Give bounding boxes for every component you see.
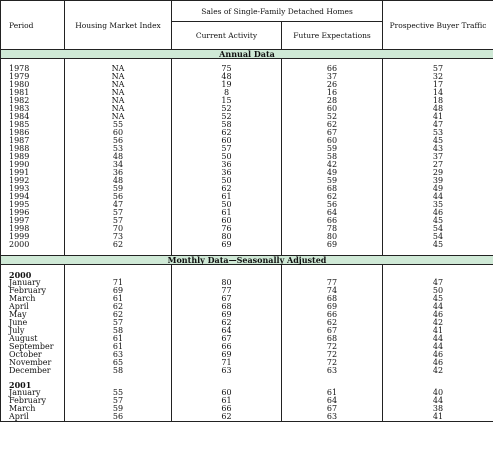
buyer-traffic-cell: 41 (383, 113, 493, 121)
table-row (1, 161, 493, 169)
table-header (1, 1, 493, 50)
header-period: Period (1, 1, 65, 50)
housing-market-index-cell: NA (65, 73, 172, 81)
period-cell: July (1, 327, 65, 335)
future-expectations-cell: 68 (282, 185, 383, 193)
buyer-traffic-cell: 44 (383, 335, 493, 343)
housing-market-index-cell: NA (65, 113, 172, 121)
future-expectations-cell: 69 (282, 303, 383, 311)
current-activity-cell: 52 (172, 113, 282, 121)
housing-market-index-cell: 57 (65, 217, 172, 225)
housing-market-index-cell: 57 (65, 319, 172, 327)
housing-market-index-cell: NA (65, 89, 172, 97)
housing-market-index-cell: 61 (65, 343, 172, 351)
table-row (1, 169, 493, 177)
future-expectations-cell: 72 (282, 351, 383, 359)
period-cell: 1983 (1, 105, 65, 113)
period-cell: May (1, 311, 65, 319)
future-expectations-cell: 63 (282, 413, 383, 422)
period-cell: 1980 (1, 81, 65, 89)
table-row (1, 121, 493, 129)
future-expectations-cell: 37 (282, 73, 383, 81)
table-row (1, 389, 493, 397)
current-activity-cell: 61 (172, 397, 282, 405)
table-body (1, 50, 493, 422)
year-heading: 2001 (1, 381, 65, 389)
housing-market-index-cell: 58 (65, 367, 172, 375)
table-row (1, 359, 493, 367)
buyer-traffic-cell: 45 (383, 217, 493, 225)
current-activity-cell: 60 (172, 217, 282, 225)
future-expectations-cell: 66 (282, 65, 383, 73)
current-activity-cell: 64 (172, 327, 282, 335)
period-cell: December (1, 367, 65, 375)
future-expectations-cell: 77 (282, 279, 383, 287)
housing-market-index-cell: 34 (65, 161, 172, 169)
buyer-traffic-cell: 44 (383, 193, 493, 201)
period-cell: 1999 (1, 233, 65, 241)
housing-market-index-cell: NA (65, 65, 172, 73)
housing-market-index-cell: NA (65, 105, 172, 113)
future-expectations-cell: 66 (282, 311, 383, 319)
future-expectations-cell: 66 (282, 217, 383, 225)
current-activity-cell: 77 (172, 287, 282, 295)
period-cell: October (1, 351, 65, 359)
current-activity-cell: 36 (172, 161, 282, 169)
current-activity-cell: 57 (172, 145, 282, 153)
current-activity-cell: 80 (172, 279, 282, 287)
current-activity-cell: 62 (172, 413, 282, 422)
period-cell: 1981 (1, 89, 65, 97)
current-activity-cell: 60 (172, 137, 282, 145)
period-cell: 2000 (1, 241, 65, 249)
period-cell: March (1, 405, 65, 413)
housing-market-index-cell: 57 (65, 397, 172, 405)
table-row (1, 367, 493, 375)
table-row (1, 319, 493, 327)
table-row (1, 129, 493, 137)
table-row (1, 185, 493, 193)
future-expectations-cell: 72 (282, 359, 383, 367)
current-activity-cell: 69 (172, 311, 282, 319)
table-row (1, 335, 493, 343)
period-cell: 1984 (1, 113, 65, 121)
period-cell: April (1, 413, 65, 422)
housing-market-index-cell: 57 (65, 209, 172, 217)
period-cell: January (1, 279, 65, 287)
housing-market-index-cell: 70 (65, 225, 172, 233)
current-activity-cell: 61 (172, 193, 282, 201)
table-row (1, 241, 493, 249)
period-cell: 1994 (1, 193, 65, 201)
period-cell: 1978 (1, 65, 65, 73)
period-cell: August (1, 335, 65, 343)
period-cell: April (1, 303, 65, 311)
current-activity-cell: 67 (172, 335, 282, 343)
table-row (1, 303, 493, 311)
housing-market-index-cell: 59 (65, 185, 172, 193)
annual-data-band (1, 50, 493, 59)
future-expectations-cell: 26 (282, 81, 383, 89)
current-activity-cell: 68 (172, 303, 282, 311)
period-cell: June (1, 319, 65, 327)
period-cell: 1996 (1, 209, 65, 217)
table-row (1, 89, 493, 97)
buyer-traffic-cell: 46 (383, 311, 493, 319)
housing-market-index-cell: 55 (65, 121, 172, 129)
current-activity-cell: 71 (172, 359, 282, 367)
buyer-traffic-cell: 41 (383, 327, 493, 335)
table-row (1, 343, 493, 351)
table-row (1, 233, 493, 241)
header-sales-group: Sales of Single-Family Detached Homes (172, 1, 383, 22)
housing-market-index-cell: 62 (65, 303, 172, 311)
year-heading: 2000 (1, 271, 65, 279)
buyer-traffic-cell: 44 (383, 343, 493, 351)
table-row (1, 81, 493, 89)
buyer-traffic-cell: 49 (383, 185, 493, 193)
period-cell: 1985 (1, 121, 65, 129)
buyer-traffic-cell: 17 (383, 81, 493, 89)
current-activity-cell: 69 (172, 351, 282, 359)
buyer-traffic-cell: 40 (383, 389, 493, 397)
table-row (1, 351, 493, 359)
table-row (1, 217, 493, 225)
table-row (1, 279, 493, 287)
buyer-traffic-cell: 41 (383, 413, 493, 422)
period-cell: 1988 (1, 145, 65, 153)
period-cell: 1986 (1, 129, 65, 137)
year-heading-row (1, 271, 493, 279)
housing-market-index-cell: 61 (65, 335, 172, 343)
housing-market-index-cell: NA (65, 81, 172, 89)
housing-market-index-cell: 48 (65, 153, 172, 161)
housing-market-index-cell: 65 (65, 359, 172, 367)
current-activity-cell: 48 (172, 73, 282, 81)
period-cell: 1989 (1, 153, 65, 161)
table-row (1, 105, 493, 113)
future-expectations-cell: 68 (282, 335, 383, 343)
buyer-traffic-cell: 18 (383, 97, 493, 105)
housing-market-index-cell: 63 (65, 351, 172, 359)
buyer-traffic-cell: 57 (383, 65, 493, 73)
table-row (1, 113, 493, 121)
current-activity-cell: 66 (172, 343, 282, 351)
future-expectations-cell: 52 (282, 113, 383, 121)
header-prospective-buyer-traffic: Prospective Buyer Traffic (383, 1, 493, 50)
current-activity-cell: 36 (172, 169, 282, 177)
future-expectations-cell: 67 (282, 129, 383, 137)
current-activity-cell: 50 (172, 177, 282, 185)
table-row (1, 145, 493, 153)
monthly-data-band (1, 256, 493, 265)
period-cell: 1993 (1, 185, 65, 193)
housing-market-index-cell: 69 (65, 287, 172, 295)
current-activity-cell: 62 (172, 129, 282, 137)
buyer-traffic-cell: 47 (383, 121, 493, 129)
future-expectations-cell: 61 (282, 389, 383, 397)
table-row (1, 413, 493, 422)
housing-market-index-cell: 56 (65, 413, 172, 422)
period-cell: 1998 (1, 225, 65, 233)
buyer-traffic-cell: 14 (383, 89, 493, 97)
housing-market-index-cell: 58 (65, 327, 172, 335)
current-activity-cell: 66 (172, 405, 282, 413)
buyer-traffic-cell: 47 (383, 279, 493, 287)
table-row (1, 225, 493, 233)
table-row (1, 153, 493, 161)
period-cell: September (1, 343, 65, 351)
future-expectations-cell: 69 (282, 241, 383, 249)
future-expectations-cell: 42 (282, 161, 383, 169)
period-cell: 1982 (1, 97, 65, 105)
buyer-traffic-cell: 54 (383, 233, 493, 241)
buyer-traffic-cell: 48 (383, 105, 493, 113)
housing-market-index-cell: 62 (65, 311, 172, 319)
buyer-traffic-cell: 46 (383, 351, 493, 359)
table-row (1, 405, 493, 413)
future-expectations-cell: 72 (282, 343, 383, 351)
buyer-traffic-cell: 44 (383, 397, 493, 405)
year-heading-row (1, 381, 493, 389)
buyer-traffic-cell: 54 (383, 225, 493, 233)
future-expectations-cell: 67 (282, 405, 383, 413)
current-activity-cell: 75 (172, 65, 282, 73)
future-expectations-cell: 64 (282, 397, 383, 405)
buyer-traffic-cell: 38 (383, 405, 493, 413)
current-activity-cell: 67 (172, 295, 282, 303)
table-row (1, 201, 493, 209)
period-cell: 1987 (1, 137, 65, 145)
buyer-traffic-cell: 27 (383, 161, 493, 169)
current-activity-cell: 80 (172, 233, 282, 241)
buyer-traffic-cell: 46 (383, 359, 493, 367)
future-expectations-cell: 58 (282, 153, 383, 161)
current-activity-cell: 50 (172, 153, 282, 161)
table-row (1, 295, 493, 303)
buyer-traffic-cell: 45 (383, 295, 493, 303)
annual-data-band-title: Annual Data (1, 50, 493, 59)
period-cell: March (1, 295, 65, 303)
future-expectations-cell: 16 (282, 89, 383, 97)
current-activity-cell: 63 (172, 367, 282, 375)
monthly-data-band-title: Monthly Data—Seasonally Adjusted (1, 256, 493, 265)
current-activity-cell: 60 (172, 389, 282, 397)
period-cell: 1990 (1, 161, 65, 169)
table-row (1, 97, 493, 105)
table-row (1, 327, 493, 335)
housing-market-index-cell: 36 (65, 169, 172, 177)
period-cell: November (1, 359, 65, 367)
table-row (1, 193, 493, 201)
period-cell: 1997 (1, 217, 65, 225)
buyer-traffic-cell: 53 (383, 129, 493, 137)
buyer-traffic-cell: 42 (383, 319, 493, 327)
future-expectations-cell: 64 (282, 209, 383, 217)
current-activity-cell: 52 (172, 105, 282, 113)
table-row (1, 397, 493, 405)
future-expectations-cell: 63 (282, 367, 383, 375)
header-future-expectations: Future Expectations (282, 22, 383, 50)
table-row (1, 311, 493, 319)
buyer-traffic-cell: 35 (383, 201, 493, 209)
housing-market-index-cell: 71 (65, 279, 172, 287)
housing-market-index-cell: 61 (65, 295, 172, 303)
buyer-traffic-cell: 46 (383, 209, 493, 217)
future-expectations-cell: 68 (282, 295, 383, 303)
buyer-traffic-cell: 42 (383, 367, 493, 375)
housing-market-index-cell: 60 (65, 129, 172, 137)
period-cell: 1992 (1, 177, 65, 185)
housing-market-index-cell: 56 (65, 193, 172, 201)
current-activity-cell: 61 (172, 209, 282, 217)
future-expectations-cell: 62 (282, 319, 383, 327)
housing-market-index-cell: 62 (65, 241, 172, 249)
header-housing-market-index: Housing Market Index (65, 1, 172, 50)
future-expectations-cell: 62 (282, 193, 383, 201)
future-expectations-cell: 60 (282, 137, 383, 145)
buyer-traffic-cell: 45 (383, 241, 493, 249)
period-cell: February (1, 287, 65, 295)
period-cell: January (1, 389, 65, 397)
housing-market-index-cell: 59 (65, 405, 172, 413)
housing-market-index-cell: NA (65, 97, 172, 105)
current-activity-cell: 19 (172, 81, 282, 89)
housing-market-index-cell: 53 (65, 145, 172, 153)
period-cell: February (1, 397, 65, 405)
future-expectations-cell: 49 (282, 169, 383, 177)
period-cell: 1991 (1, 169, 65, 177)
table-row (1, 209, 493, 217)
current-activity-cell: 62 (172, 185, 282, 193)
future-expectations-cell: 56 (282, 201, 383, 209)
buyer-traffic-cell: 50 (383, 287, 493, 295)
current-activity-cell: 62 (172, 319, 282, 327)
table-row (1, 65, 493, 73)
future-expectations-cell: 78 (282, 225, 383, 233)
current-activity-cell: 50 (172, 201, 282, 209)
future-expectations-cell: 62 (282, 121, 383, 129)
future-expectations-cell: 59 (282, 145, 383, 153)
buyer-traffic-cell: 45 (383, 137, 493, 145)
buyer-traffic-cell: 39 (383, 177, 493, 185)
header-current-activity: Current Activity (172, 22, 282, 50)
current-activity-cell: 58 (172, 121, 282, 129)
housing-market-index-cell: 73 (65, 233, 172, 241)
period-cell: 1979 (1, 73, 65, 81)
period-cell: 1995 (1, 201, 65, 209)
future-expectations-cell: 60 (282, 105, 383, 113)
housing-market-index-cell: 55 (65, 389, 172, 397)
buyer-traffic-cell: 32 (383, 73, 493, 81)
table-row (1, 137, 493, 145)
future-expectations-cell: 59 (282, 177, 383, 185)
future-expectations-cell: 67 (282, 327, 383, 335)
buyer-traffic-cell: 44 (383, 303, 493, 311)
housing-market-index-cell: 48 (65, 177, 172, 185)
buyer-traffic-cell: 37 (383, 153, 493, 161)
future-expectations-cell: 28 (282, 97, 383, 105)
future-expectations-cell: 74 (282, 287, 383, 295)
current-activity-cell: 69 (172, 241, 282, 249)
housing-market-index-cell: 56 (65, 137, 172, 145)
current-activity-cell: 8 (172, 89, 282, 97)
table-row (1, 287, 493, 295)
table-row (1, 73, 493, 81)
buyer-traffic-cell: 29 (383, 169, 493, 177)
current-activity-cell: 15 (172, 97, 282, 105)
future-expectations-cell: 80 (282, 233, 383, 241)
housing-market-index-cell: 47 (65, 201, 172, 209)
buyer-traffic-cell: 43 (383, 145, 493, 153)
table-row (1, 177, 493, 185)
current-activity-cell: 76 (172, 225, 282, 233)
